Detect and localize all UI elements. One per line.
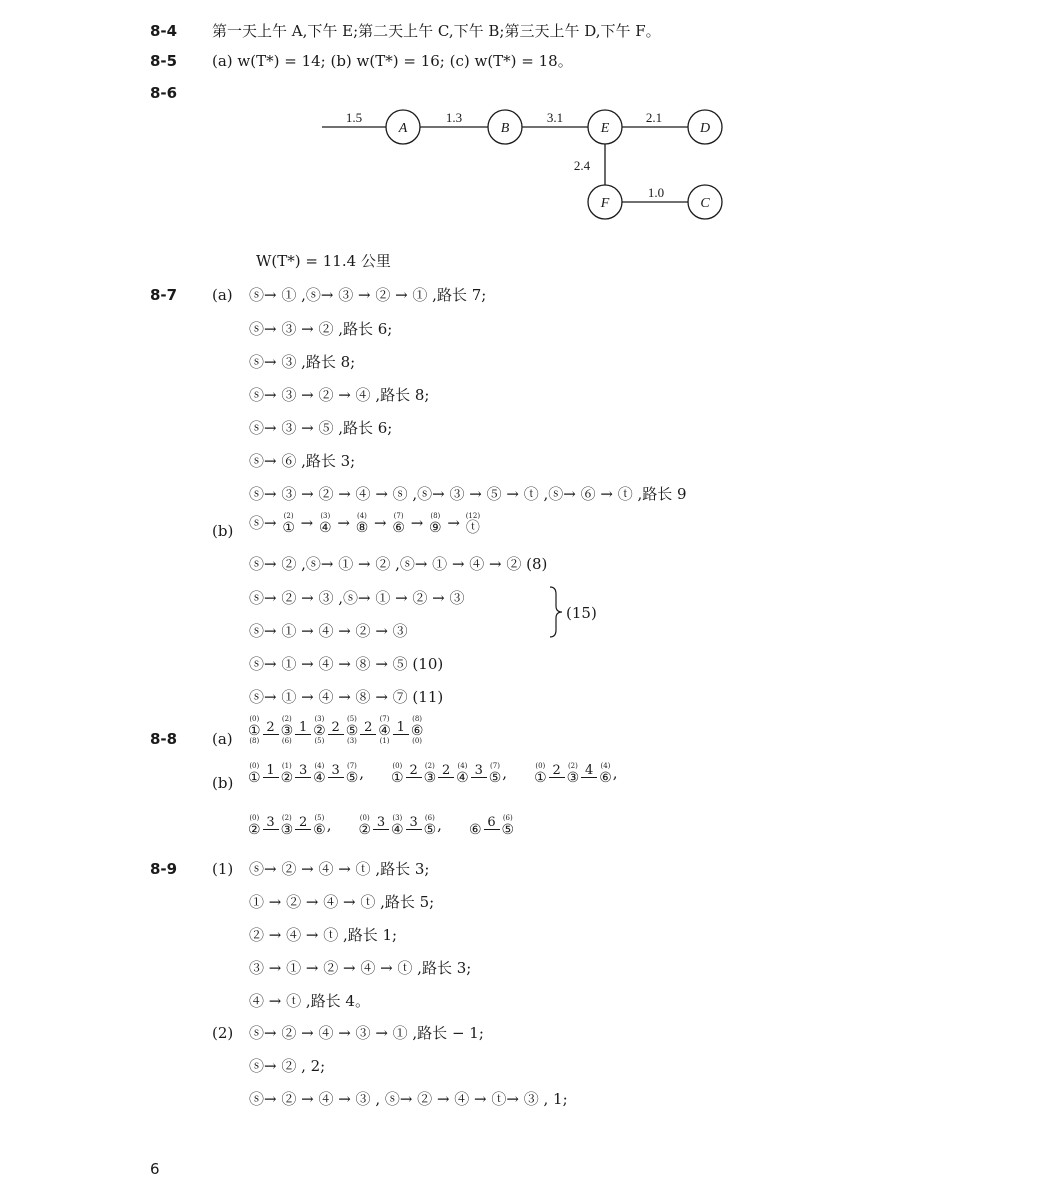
path-line: ④ → ⓣ ,路长 4。 [249,992,370,1010]
labeled-node [489,763,502,785]
arrow: → [405,514,429,532]
labeled-node [424,763,437,785]
node-label-top: (4) [357,512,367,520]
labeled-node [248,716,261,746]
node-label-top: (2) [283,512,294,520]
node-label-top: (12) [465,512,481,520]
node-symbol: ③ [423,770,437,786]
labeled-node [313,716,326,746]
labeled-node [391,815,404,837]
labeled-node [599,763,612,785]
path-line: ⓢ→ ② , 2; [249,1057,326,1075]
node-label-bottom: (8) [249,737,260,745]
node-label-bottom: (5) [314,737,325,745]
path-line: ⓢ→ ⑥ ,路长 3; [249,452,356,470]
problem-number-8-8: 8-8 [150,730,178,748]
edge-weight: 3 [471,765,487,778]
path-line: ⓢ→ ① → ④ → ⑧ → ⑤ (10) [249,655,444,673]
labeled-node [358,815,371,837]
path-line: ⓢ→ ① ,ⓢ→ ③ → ② → ① ,路长 7; [249,286,487,304]
edge-weight: 1 [295,722,311,735]
separator: , [437,816,442,834]
node-symbol: ⑨ [429,520,442,536]
node-label-top: (5) [347,715,357,723]
node-label-top: (3) [314,715,325,723]
edge-weight: 1 [263,765,279,778]
arrow: → [332,514,355,532]
part-label: (b) [212,774,234,792]
node-label-top: (7) [347,762,357,770]
edge-weight: 3 [373,817,389,830]
part-label: (a) [212,286,233,304]
problem-number-8-9: 8-9 [150,860,178,878]
edge-weight: 2 [438,765,454,778]
node-symbol: ④ [378,723,391,739]
edge-weight: 2.4 [573,158,591,173]
path-line: ⓢ→ ② → ③ ,ⓢ→ ① → ② → ③ [249,589,465,607]
edge-weight: 1.5 [345,110,363,125]
node-label-top: (4) [314,762,325,770]
node-label-top: (5) [314,814,325,822]
node-label-top: (8) [430,512,441,520]
node-f: F [600,196,610,211]
edge-weight: 2 [406,765,422,778]
node-label-top: (0) [392,762,403,770]
problem-number-8-6: 8-6 [150,84,178,102]
path-line: ⓢ→ ② ,ⓢ→ ① → ② ,ⓢ→ ① → ④ → ② (8) [249,555,548,573]
separator: , [502,764,508,782]
node-symbol: ⑤ [488,770,502,786]
node-symbol: ① [391,770,404,786]
labeled-node [502,815,515,837]
node-symbol: ⑤ [501,822,515,838]
node-symbol: ③ [566,770,580,786]
node-symbol: ① [248,770,261,786]
labeled-node [346,763,359,785]
edge-weight: 2 [263,722,279,735]
node-symbol: ④ [313,770,326,786]
problem-number-8-5: 8-5 [150,52,178,70]
node-symbol: ⑧ [355,520,369,536]
labeled-node [356,513,369,535]
labeled-node [429,513,442,535]
node-a: A [398,121,408,136]
node-symbol: ② [358,822,372,838]
node-label-top: (2) [281,814,292,822]
path-line: ⓢ→ ③ → ② → ④ → ⓢ ,ⓢ→ ③ → ⑤ → ⓣ ,ⓢ→ ⑥ → ⓣ ,路长 9 [249,485,687,503]
path-line: ① → ② → ④ → ⓣ ,路长 5; [249,893,435,911]
labeled-node [248,815,261,837]
node-label-bottom: (0) [412,737,423,745]
node-symbol: ⑥ [392,520,405,536]
node-b: B [500,121,510,136]
part-label: (a) [212,730,233,748]
node-label-top: (6) [502,814,513,822]
node-label-top: (7) [379,715,390,723]
edge-weight: 6 [484,817,500,830]
labeled-node [469,815,482,837]
labeled-path-88a [247,716,424,746]
answer-8-4: 第一天上午 A,下午 E;第二天上午 C,下午 B;第三天上午 D,下午 F。 [212,22,661,40]
labeled-node [282,513,295,535]
edge-weight: 2 [295,817,311,830]
labeled-node [378,716,391,746]
labeled-node [281,716,294,746]
path-line: ⓢ→ ① → ④ → ② → ③ [249,622,408,640]
node-symbol: ③ [280,723,294,739]
node-symbol: ④ [391,822,404,838]
problem-number-8-7: 8-7 [150,286,178,304]
labeled-node [567,763,580,785]
spanning-tree-diagram [318,100,728,220]
edge-weight: 2.1 [645,110,663,125]
node-e: E [600,121,610,136]
arrow: → [295,514,319,532]
edge-weight: 1.3 [445,110,463,125]
node-symbol: ⑥ [599,770,612,786]
problem-number-8-4: 8-4 [150,22,178,40]
brace-value: (15) [566,604,597,622]
node-label-top: (7) [393,512,404,520]
node-label-top: (6) [424,814,435,822]
node-symbol: ⓢ→ [249,514,282,532]
node-symbol: ⑥ [468,822,482,838]
edge-weight: 3 [406,817,422,830]
node-label-top: (4) [600,762,611,770]
labeled-node [319,513,332,535]
node-label-top: (1) [281,762,292,770]
labeled-node [313,815,326,837]
path-line: ⓢ→ ① → ④ → ⑧ → ⑦ (11) [249,688,444,706]
node-label-top: (0) [249,814,260,822]
node-symbol: ② [313,723,326,739]
node-symbol: ① [282,520,295,536]
part-label: (b) [212,522,234,540]
labeled-node [346,716,359,746]
edge-weight: 3 [263,817,279,830]
path-line: ⓢ→ ③ → ② ,路长 6; [249,320,393,338]
labeled-node [534,763,547,785]
node-label-bottom: (6) [281,737,292,745]
path-line: ⓢ→ ③ ,路长 8; [249,353,356,371]
edge-weight: 2 [328,722,344,735]
labeled-node [313,763,326,785]
node-symbol: ② [248,822,261,838]
path-line: ⓢ→ ② → ④ → ③ , ⓢ→ ② → ④ → ⓣ→ ③ , 1; [249,1090,568,1108]
node-symbol: ② [280,770,294,786]
separator: , [612,764,618,782]
labeled-node [391,763,404,785]
node-symbol: ⑥ [410,723,424,739]
node-symbol: ④ [319,520,332,536]
arrow: → [369,514,392,532]
path-line: ③ → ① → ② → ④ → ⓣ ,路长 3; [249,959,472,977]
node-label-top: (3) [320,512,331,520]
path-line: ⓢ→ ② → ④ → ③ → ① ,路长 − 1; [249,1024,484,1042]
separator: , [359,764,365,782]
part-label: (2) [212,1024,234,1042]
node-label-top: (4) [457,762,468,770]
page-number: 6 [150,1160,160,1178]
labeled-node [248,763,261,785]
node-symbol: ⑤ [345,770,359,786]
path-line: ⓢ→ ② → ④ → ⓣ ,路长 3; [249,860,430,878]
node-label-bottom: (3) [347,737,357,745]
path-line: ② → ④ → ⓣ ,路长 1; [249,926,398,944]
labeled-path-87b [249,512,481,535]
separator: , [326,816,332,834]
node-label-top: (2) [567,762,578,770]
part-label: (1) [212,860,234,878]
labeled-node [466,513,480,535]
node-label-top: (2) [281,715,292,723]
edge-weight: 4 [581,765,597,778]
edge-weight: 1 [393,722,409,735]
labeled-paths-88b-row1 [247,762,618,785]
node-label-top: (7) [490,762,500,770]
node-label-top: (0) [249,715,260,723]
edge-weight: 3 [328,765,344,778]
node-symbol: ⑤ [345,723,359,739]
labeled-node [392,513,405,535]
labeled-node [281,815,294,837]
node-label-top: (0) [249,762,260,770]
node-symbol: ④ [456,770,469,786]
edge-weight: 2 [549,765,565,778]
path-line: ⓢ→ ③ → ② → ④ ,路长 8; [249,386,430,404]
arrow: → [442,514,465,532]
answer-8-5: (a) w(T*) = 14; (b) w(T*) = 16; (c) w(T*) = 18。 [212,52,573,70]
node-label-top: (3) [392,814,403,822]
labeled-node [411,716,424,746]
edge-weight: 1.0 [647,185,665,200]
node-c: C [700,196,710,211]
labeled-node [281,763,294,785]
node-label-top: (2) [424,762,435,770]
node-d: D [699,121,711,136]
tree-weight-result: W(T*) = 11.4 公里 [256,252,391,270]
node-symbol: ③ [280,822,294,838]
brace-icon [548,586,564,638]
node-label-top: (8) [412,715,423,723]
labeled-node [456,763,469,785]
node-symbol: ① [248,723,261,739]
edge-weight: 3.1 [546,110,564,125]
node-symbol: ⑥ [313,822,326,838]
labeled-paths-88b-row2 [247,814,515,837]
node-label-top: (0) [359,814,370,822]
edge-weight: 3 [295,765,311,778]
node-label-bottom: (1) [379,737,390,745]
node-symbol: ① [534,770,547,786]
node-label-top: (0) [535,762,546,770]
labeled-node [424,815,437,837]
edge-weight: 2 [360,722,376,735]
node-symbol: ⑤ [423,822,437,838]
node-symbol: ⓣ [465,520,480,536]
path-line: ⓢ→ ③ → ⑤ ,路长 6; [249,419,393,437]
